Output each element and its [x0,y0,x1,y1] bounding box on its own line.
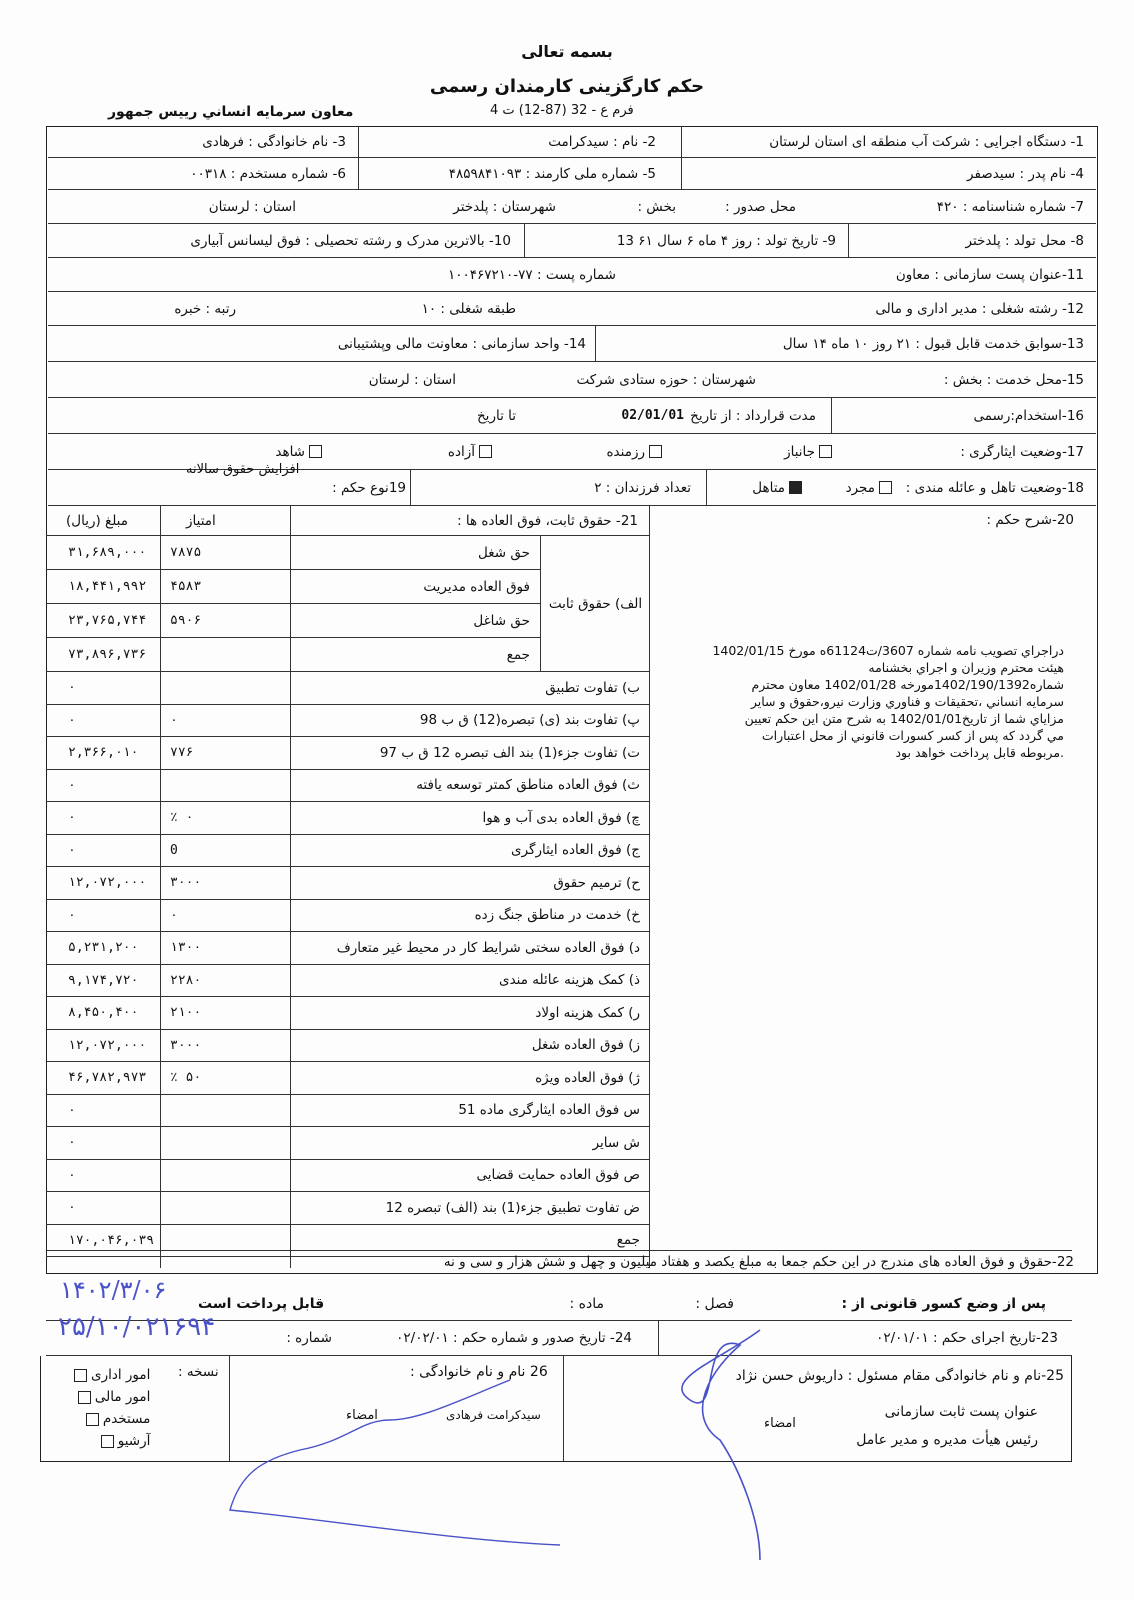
check-martyr-family[interactable]: شاهد [275,434,326,469]
salary-row-amount: ۲۳,۷۶۵,۷۴۴ [68,613,147,628]
salary-row-points: 0 [170,842,178,858]
salary-row-label: ش سایر [592,1134,640,1151]
field-16-from: 02/01/01 [621,408,684,423]
check-married[interactable]: متاهل [752,470,806,505]
copy-item[interactable]: مستخدم [70,1408,150,1430]
form-number: فرم ع - 32 (87-12) ت 4 [490,103,634,118]
field-11-post: شماره پست : ۷۷-۱۰۰۴۶۷۲۱۰ [448,266,616,283]
ruling-line: مي گردد كه پس از كسر كسورات قانوني از محل اعتبارات [761,728,1064,743]
field-15-city: شهرستان : حوزه ستادی شرکت [576,371,756,388]
salary-row-label: فوق العاده مدیریت [423,578,530,595]
salary-row-label: چ) فوق العاده بدی آب و هوا [482,809,640,826]
salary-row-amount: ۴۶,۷۸۲,۹۷۳ [68,1070,147,1086]
salary-row-label: ذ) کمک هزینه عائله مندی [499,972,640,989]
salary-row-points: ۲۲۸۰ [170,972,202,988]
salary-row-label: ب) تفاوت تطبیق [545,679,640,696]
deduction-label: پس از وضع کسور قانونی از : [841,1296,1046,1312]
field-12-class: طبقه شغلی : ۱۰ [421,300,516,317]
field-3: 3- نام خانوادگی : فرهادی [202,133,346,150]
salary-row-points: ۱۳۰۰ [170,940,202,956]
field-12: 12- رشته شغلی : مدیر اداری و مالی [875,300,1084,317]
ruling-line: هيئت محترم وزيران و اجراي بخشنامه [868,660,1064,675]
salary-row-label: ح) ترمیم حقوق [553,874,640,891]
salary-section-title: 21- حقوق ثابت، فوق العاده ها : [457,512,638,529]
salary-row-points: ۵۹۰۶ [170,613,202,628]
field-14: 14- واحد سازمانی : معاونت مالی وپشتیبانی [337,335,586,352]
salary-row-points: ٪ ۵۰ [170,1070,202,1086]
salary-row-label: ر) کمک هزینه اولاد [535,1004,640,1021]
field-2: 2- نام : سیدکرامت [548,133,656,150]
field-7: 7- شماره شناسنامه : ۴۲۰ [936,198,1084,215]
field-16-to: تا تاریخ [476,407,516,424]
field-9: 9- تاریخ تولد : روز ۴ ماه ۶ سال ۶۱ 13 [616,232,836,249]
salary-row-amount: ۰ [68,907,76,923]
salary-row-amount: ۰ [68,1200,76,1216]
ruling-label: 20-شرح حکم : [986,512,1074,528]
salary-row-amount: ۸,۴۵۰,۴۰۰ [68,1005,139,1021]
official-signature-icon [682,1330,760,1560]
salary-row-points: ۳۰۰۰ [170,1037,202,1053]
salary-row-label: پ) تفاوت بند (ی) تبصره(12) ق ب 98 [419,712,640,729]
salary-row-amount: ۱۲,۰۷۲,۰۰۰ [68,1037,147,1053]
field-8: 8- محل تولد : پلدختر [965,232,1084,249]
field-1: 1- دستگاه اجرایی : شرکت آب منطقه ای استان لرستان [769,133,1084,150]
handwritten-date: ۱۴۰۲/۳/۰۶ [60,1276,167,1304]
salary-row-points: ٪ ۰ [170,810,194,826]
field-26: 26 نام و نام خانوادگی : [410,1364,548,1380]
salary-row-label: ض تفاوت تطبیق جزء(1) بند (الف) تبصره 12 [385,1199,640,1216]
issuer-name: معاون سرمايه انساني رييس جمهور [108,104,354,120]
salary-row-amount: ۰ [68,712,76,728]
salary-row-points: ۴۵۸۳ [170,579,202,594]
check-fighter[interactable]: رزمنده [606,434,666,469]
ruling-line: .مربوطه قابل پرداخت خواهد بود [895,745,1064,760]
sign-label-official: امضاء [764,1416,796,1431]
ruling-line: شماره1402/190/1392مورخه 1402/01/28 معاون محترم [751,677,1064,692]
salary-row-amount: ۰ [68,777,76,793]
number-label: شماره : [286,1330,332,1346]
salary-row-label: ژ) فوق العاده ویژه [535,1069,640,1086]
document-title: حکم کارگزینی کارمندان رسمی [429,76,705,97]
field-13: 13-سوابق خدمت قابل قبول : ۲۱ روز ۱۰ ماه ۱۴ سال [782,335,1084,352]
field-5: 5- شماره ملی کارمند : ۴۸۵۹۸۴۱۰۹۳ [448,165,656,182]
field-7-place: محل صدور : [725,198,796,215]
salary-row-amount: ۰ [68,1135,76,1151]
salary-row-label: حق شغل [478,544,530,561]
salary-row-label: ت) تفاوت جزء(1) بند الف تبصره 12 ق ب 97 [379,744,640,761]
field-26-name: سیدکرامت فرهادی [446,1408,541,1422]
salary-row-points: ۰ [170,907,178,923]
check-veteran[interactable]: جانباز [784,434,836,469]
salary-row-amount: ۰ [68,1102,76,1118]
salary-row-label: ص فوق العاده حمایت قضایی [476,1167,640,1184]
field-4: 4- نام پدر : سیدصفر [967,165,1084,182]
salary-row-amount: ۰ [68,680,76,696]
bismillah: بسمه تعالی [521,42,613,61]
salary-row-points: ۷۷۶ [170,745,194,761]
check-single[interactable]: مجرد [846,470,896,505]
field-25-post: عنوان پست ثابت سازمانی [884,1404,1038,1420]
field-17: 17-وضعیت ایثارگری : [960,443,1084,460]
ruling-line: سرمايه انساني ،تحقيقات و فناوري وزارت نيرو،حقوق و ساير [750,694,1064,709]
salary-row-amount: ۱۷۰,۰۴۶,۰۳۹ [68,1232,155,1248]
employee-signature-icon [230,1380,560,1545]
ruling-line: دراجراي تصويب نامه شماره 3607/ت61124ه مورخ 1402/01/15 [712,643,1064,658]
salary-row-points: ۷۸۷۵ [170,545,202,560]
salary-row-label: د) فوق العاده سختی شرایط کار در محیط غیر متعارف [336,939,640,956]
fixed-salary-group: الف) حقوق ثابت [540,536,650,672]
salary-row-points: ۲۱۰۰ [170,1005,202,1021]
salary-row-amount: ۵,۲۳۱,۲۰۰ [68,940,139,956]
salary-row-points: ۳۰۰۰ [170,875,202,891]
salary-row-label: حق شاغل [473,612,530,629]
salary-row-label: س فوق العاده ایثارگری ماده 51 [458,1102,640,1119]
field-18: 18-وضعیت تاهل و عائله مندی : [905,479,1084,496]
field-7-city: شهرستان : پلدختر [453,198,556,215]
field-19: 19نوع حکم : [332,479,406,496]
salary-row-label: جمع [616,1232,640,1249]
field-15-province: استان : لرستان [368,371,456,388]
salary-row-label: ز) فوق العاده شغل [531,1037,640,1054]
field-16: 16-استخدام:رسمی [973,407,1084,424]
field-16-contract: مدت قرارداد : از تاریخ [690,407,816,424]
salary-row-amount: ۰ [68,842,76,858]
payable-label: قابل پرداخت است [198,1296,325,1312]
salary-row-amount: ۹,۱۷۴,۷۲۰ [68,972,139,988]
field-7-province: استان : لرستان [208,198,296,215]
salary-row-amount: ۰ [68,1167,76,1183]
handwritten-number: ۲۵/۱۰/۰۲۱۶۹۴ [58,1312,216,1342]
field-15: 15-محل خدمت : بخش : [943,371,1084,388]
salary-row-points: ۰ [170,712,178,728]
field-7-section: بخش : [637,198,676,215]
field-25-title: رئیس هیأت مدیره و مدیر عامل [856,1432,1038,1448]
salary-row-label: خ) خدمت در مناطق جنگ زده [474,907,640,924]
field-19-value: افزایش حقوق سالانه [186,462,300,477]
ruling-line: مزاياي شما از تاريخ1402/01/01 به شرح متن اين حكم تعيين [744,711,1064,726]
salary-row-amount: ۱۲,۰۷۲,۰۰۰ [68,875,147,891]
copy-label: نسخه : [178,1364,219,1380]
copy-item[interactable]: امور اداری [70,1364,150,1386]
col-points-header: امتیاز [186,512,216,529]
field-11: 11-عنوان پست سازمانی : معاون [895,266,1084,283]
chapter-label: فصل : [695,1296,734,1312]
field-22: 22-حقوق و فوق العاده های مندرج در این حکم جمعا به مبلغ یکصد و هفتاد میلیون و چهل و شش هزار و سی و نه [443,1254,1074,1270]
field-6: 6- شماره مستخدم : ۰۰۳۱۸ [190,165,346,182]
copy-item[interactable]: آرشیو [70,1430,150,1452]
field-24: 24- تاریخ صدور و شماره حکم : ۰۲/۰۲/۰۱ [396,1330,632,1346]
field-18-children: تعداد فرزندان : ۲ [594,479,691,496]
salary-row-amount: ۲,۳۶۶,۰۱۰ [68,745,139,761]
field-25: 25-نام و نام خانوادگی مقام مسئول : داریوش حسن نژاد [735,1368,1064,1384]
article-label: ماده : [569,1296,604,1312]
salary-row-amount: ۳۱,۶۸۹,۰۰۰ [68,545,147,560]
salary-row-label: ث) فوق العاده مناطق کمتر توسعه یافته [416,777,640,794]
col-amount-header: مبلغ (ریال) [66,512,128,529]
field-12-rank: رتبه : خبره [174,300,236,317]
check-freed[interactable]: آزاده [448,434,496,469]
salary-row-amount: ۰ [68,810,76,826]
field-10: 10- بالاترین مدرک و رشته تحصیلی : فوق لیسانس آبیاری [190,232,511,249]
salary-row-amount: ۱۸,۴۴۱,۹۹۲ [68,579,147,594]
copy-item[interactable]: امور مالی [70,1386,150,1408]
salary-row-label: جمع [506,646,530,663]
field-23: 23-تاریخ اجرای حکم : ۰۲/۰۱/۰۱ [876,1330,1058,1346]
salary-row-amount: ۷۳,۸۹۶,۷۳۶ [68,647,147,662]
sign-label-employee: امضاء [346,1408,378,1423]
salary-row-label: ج) فوق العاده ایثارگری [511,842,640,859]
